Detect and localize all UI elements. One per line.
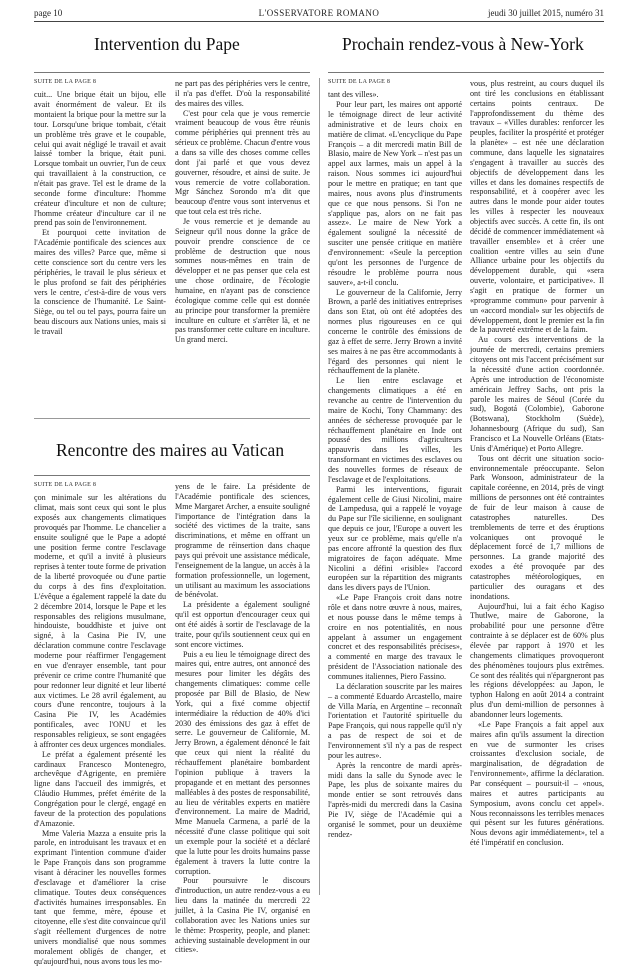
paragraph: Au cours des interventions de la journée de mercredi, certains premiers citoyens ont mis l'accent précisément sur la nécessité d'une action coordonnée. Après une introduction de l'économiste américain Jeffrey Sachs, ont pris la parole les maires de Séoul (Corée du sud), Bogotá (Colombie), Gaborone (Botswana), Stockholm (Suède), Johannesbourg (Afrique du sud), San Francisco et La Nouvelle Orléans (Etats-Unis d'Amérique) et Porto Allegre. — [470, 335, 604, 453]
paragraph: Parmi les interventions, figurait également celle de Giusi Nicolini, maire de Lampedusa, qui a rappelé le voyage du Pape sur l'île sicilienne, en soulignant que depuis ce jour, l'Europe a ouvert les yeux sur ce problème, mais qu'elle n'a pas encore affronté la question des flux migratoires de façon adéquate. Mme Nicolini a défini «risible» l'accord européen sur la répartition des migrants dans les divers pays de l'Union. — [328, 484, 462, 593]
paragraph: ne part pas des périphéries vers le centre, il n'a pas d'effet. D'où la responsabilité des maires des villes. — [175, 79, 310, 108]
paragraph: yens de le faire. La présidente de l'Académie pontificale des sciences, Mme Margaret Archer, a ensuite souligné l'importance de l'intégration dans la société des victimes de la traite, sans discriminations, et même en offrant un programme de réinsertion dans chaque pays qui prévoit une assistance médicale, l'enseignement de la langue, un accès à la formation professionnelle, un logement, un utilisant au maximum les associations de bénévolat. — [175, 482, 310, 600]
paragraph: çon minimale sur les altérations du climat, mais sont ceux qui sont le plus exposés aux changements climatiques provoqués par l'homme. Le chancelier a ensuite souligné que le Pape a adopté une position ferme contre l'esclavage moderne, et qu'il a invité à plusieurs reprises à tenter toute forme de privation de la liberté provoquée ou d'une partie du corps à des fins d'exploitation. L'évêque a également rappelé la date du 2 décembre 2014, lorsque le Pape et les responsables des religions musulmane, hindouiste, bouddhiste et juive ont signé, à la Casina Pie IV, une déclaration commune contre l'esclavage moderne pour réaffirmer l'engagement en vue d'enrayer ensemble, tant pour prévenir ce crime contre l'humanité que pour redonner leur dignité et leur liberté aux victimes. Le 28 avril également, au cours d'une rencontre, toujours à la Casina Pie IV, les Académies pontificales, avec l'ONU et les responsables religieux, se sont engagées à affronter ces deux urgences mondiales. — [34, 493, 166, 749]
intervention-column-2 — [175, 79, 310, 345]
prochain-continuation: SUITE DE LA PAGE 8 — [328, 79, 391, 85]
intervention-title-rule — [34, 72, 310, 73]
paragraph: Le lien entre esclavage et changements climatiques a été en revanche au centre de l'intervention du maire de Kochi, Tony Chammany: des années de sécheresse provoquée par le réchauffement planétaire en Inde ont poussé des millions d'agriculteurs appauvris dans les villes, les transformant en victimes des esclaves ou des nouvelles formes de réseaux de l'esclavage et de l'exploitations. — [328, 376, 462, 484]
prochain-title: Prochain rendez-vous à New-York — [342, 34, 584, 54]
intervention-continuation: SUITE DE LA PAGE 8 — [34, 79, 97, 85]
paragraph: «Le Pape François a fait appel aux maires afin qu'ils assument la direction en vue de surmonter les crises croissantes d'exclusion sociale, de marginalisation, de dégradation de l'environnement», affirme la déclaration. Par conséquent – poursuit-il – «nous, maires et autres participants au Symposium, avons conclu cet appel». Nous reconnaissons les terribles menaces qui pèsent sur les futures générations. Nous devons agir immédiatement», tel a été l'impératif en conclusion. — [470, 719, 604, 848]
intervention-title: Intervention du Pape — [94, 34, 240, 54]
paragraph: Tous ont décrit une situation socio-environnementale préoccupante. Selon Park Wonsoon, administrateur de la capitale coréenne, en 2014, près de vingt millions de personnes ont été contraintes de fuir de leur maison à cause de catastrophes naturelles. Des tremblements de terre et des éruptions volcaniques ont provoqué le déplacement forcé de 1,7 millions de personnes. La grande majorité des exodes a été provoquée par des catastrophes météorologiques, en particulier des ouragans et des inondations. — [470, 453, 604, 601]
rencontre-column-2 — [175, 482, 310, 955]
page-number: page 10 — [34, 8, 63, 18]
paragraph: Et pourquoi cette invitation de l'Académie pontificale des sciences aux maires des villes? Parce que, même si cette conscience sort du centre vers les périphéries, le travail le plus sérieux et le plus profond se fait des périphéries vers le centre, c'est-à-dire de vous vers la conscience de l'humanité. Le Saint-Siège, ou tel ou tel pays, pourra faire un beau discours aux Nations unies, mais si le travail — [34, 228, 166, 336]
paragraph: cuit... Une brique était un bijou, elle avait énormément de valeur. Et ils montaient la brique pour la mettre sur la tour. Lorsqu'une brique tombait, c'était un problème très grave et le coupable, celui qui avait négligé le travail et avait laissé tomber la brique, était puni. Lorsque tombait un ouvrier, l'un de ceux qui travaillaient à la construction, ce n'était pas grave. Tel est le drame de la seconde forme d'inculture: l'homme créateur d'inculture et non de culture; l'homme créateur d'inculture car il ne prend pas soin de l'environnement. — [34, 90, 166, 228]
rencontre-column-1 — [34, 482, 166, 966]
prochain-column-2 — [470, 79, 604, 894]
paragraph: C'est pour cela que je vous remercie vraiment beaucoup de vous être réunis comme périphéries qui prennent très au sérieux ce problème. Chacun d'entre vous a dans sa ville des choses comme celles dont j'ai parlé et que vous devez gouverner, résoudre, et ainsi de suite. Je vous remercie de votre collaboration. Mgr Sánchez Sorondo m'a dit que beaucoup d'entre vous sont intervenus et que tout cela est très riche. — [175, 108, 310, 217]
paragraph: Le préfat a également présenté les cardinaux Francesco Montenegro, archevêque d'Agrigente, en première ligne dans l'accueil des immigrés, et Cláudio Hummes, préfet émérite de la Congrégation pour le clergé, engagé en faveur de la protection des populations d'Amazonie. — [34, 749, 166, 828]
paragraph: vous, plus restreint, au cours duquel ils ont tiré les conclusions en établissant certains points centraux. De l'approfondissement du thème des travaux – «Villes durables: renforcer les peuples, faciliter la prospérité et protéger la planète» – est née une déclaration commune, dans laquelle les signataires s'engagent à travailler au succès des objectifs de développement dans les villes et dans les domaines respectifs de responsabilité, et à coopérer avec les autres dans le monde pour aider toutes les villes à respecter les nouveaux objectifs avec succès. A cette fin, ils ont décidé de commencer immédiatement «à travailler ensemble» et à créer une coalition «entre villes au sein d'une Alliance urbaine pour les objectifs du développement durable, qui «sera ouverte, volontaire, et participative». Il s'agit en pratique de former un «programme commun» pour parvenir à un «accord mondial» sur les objectifs de développement, dont le premier est la fin de la pauvreté extrême et de la faim. — [470, 79, 604, 335]
paragraph: Je vous remercie et je demande au Seigneur qu'il nous donne la grâce de pouvoir prendre conscience de ce problème de destruction que nous sommes nous-mêmes en train de développer et ne pas penser que cela est une chose ordinaire, de l'écologie humaine, en n'ayant pas de conscience écologique comme celle qui est donnée au principe pour transformer la première inculture en culture et s'arrêter là, et ne pas transformer cette culture en inculture. Un grand merci. — [175, 217, 310, 345]
paragraph: La déclaration souscrite par les maires – a commenté Eduardo Arcastello, maire de Villa María, en Argentine – reconnaît l'orientation et l'autorité spirituelle du Pape François, qui nous rappelle qu'il n'y a pas de respect de soi et de l'environnement s'il n'y a pas de respect pour les autres». — [328, 681, 462, 760]
paragraph: Pour poursuivre le discours d'introduction, un autre rendez-vous a eu lieu dans la matinée du mercredi 22 juillet, à la Casina Pie IV, organisé en collaboration avec les Nations unies sur le thème: Prosperity, people, and planet: achieving sustainable development in our cities». — [175, 876, 310, 955]
header-rule — [34, 21, 604, 22]
rencontre-title-rule — [34, 475, 310, 476]
prochain-title-rule — [328, 72, 604, 73]
paragraph: Aujourd'hui, lui a fait écho Kagiso Thutlwe, maire de Gaborone, la probabilité pour une personne d'être contrainte à se déplacer est de 60% plus élevée par rapport à 1970 et les changements climatiques provoqueront des phénomènes toujours plus extrêmes. Ce sont des réalités qui n'épargneront pas les régions développées: au Japon, le typhon Halong en août 2014 a contraint plus d'un demi-million de personnes à abandonner leurs logements. — [470, 601, 604, 719]
paragraph: tant des villes». — [328, 90, 379, 100]
paragraph: Après la rencontre de mardi après-midi dans la salle du Synode avec le Pape, les plus de soixante maires du monde entier se sont retrouvés dans l'après-midi du mercredi dans la Casina Pie IV, siège de l'Académie qui a organisé le sommet, pour un deuxième rendez- — [328, 760, 462, 839]
column-divider — [319, 78, 320, 895]
newspaper-name: L'OSSERVATORE ROMANO — [258, 8, 380, 18]
paragraph: Puis a eu lieu le témoignage direct des maires qui, entre autres, ont annoncé des mesures pour limiter les dégâts des changements climatiques: comme celle proposée par Bill de Blasio, de New York, qui a fixé comme objectif intermédiaire la réduction de 40% d'ici 2030 des émissions des gaz à effet de serre. Le gouverneur de Californie, M. Jerry Brown, a également dénoncé le fait que ceux qui nient la réalité du réchauffement planétaire bombardent l'opinion publique à travers la propagande et en mettant des personnes malléables à des postes de responsabilité, au lieu de véritables experts en matière d'environnement. La maire de Madrid, Mme Manuela Carmena, a parlé de la nécessité d'une classe politique qui soit un exemple pour la société et a déclaré que la lutte pour les droits humains passe également à travers la lutte contre la corruption. — [175, 649, 310, 876]
issue-date: jeudi 30 juillet 2015, numéro 31 — [488, 8, 604, 18]
prochain-column-1 — [328, 79, 462, 894]
paragraph: Le gouverneur de la Californie, Jerry Brown, a parlé des initiatives entreprises dans son Etat, où ont été adoptées des normes plus rigoureuses en ce qui concerne le contrôle des émissions de gaz à effet de serre. Jerry Brown a invité ses maires à ne pas être accommodants à l'égard des personnes qui nient le réchauffement de la planète. — [328, 287, 462, 376]
article-separator — [34, 418, 310, 419]
paragraph: La présidente a également souligné qu'il est opportun d'encourager ceux qui ont été aidés à sortir de l'esclavage de la traite, pour qu'ils soutiennent ceux qui en sont encore victimes. — [175, 600, 310, 649]
page-header — [34, 8, 604, 22]
rencontre-title: Rencontre des maires au Vatican — [56, 440, 285, 460]
intervention-column-1 — [34, 79, 166, 336]
rencontre-continuation: SUITE DE LA PAGE 8 — [34, 482, 97, 488]
paragraph: Mme Valeria Mazza a ensuite pris la parole, en introduisant les travaux et en exprimant l'intention commune d'aider le Pape François dans son programme visant à déraciner les nouvelles formes d'esclavage et d'améliorer la crise climatique. Toutes deux conséquences d'activités humaines irresponsables. En tant que femme, mère, épouse et citoyenne, elle s'est dite convaincue qu'il s'agit réellement d'urgences de notre univers mondialisé que nous sommes moralement obligés de changer, et qu'aujourd'hui, nous avons tous les mo- — [34, 828, 166, 966]
paragraph: Pour leur part, les maires ont apporté le témoignage direct de leur activité administrative et de leurs choix en matière de climat. «L'encyclique du Pape François – a dit mercredi matin Bill de Blasio, maire de New York – n'est pas un appel aux larmes, mais un appel à la raison. Nous sommes ici aujourd'hui pour le mettre en pratique; en tant que maires, nous avons plus d'instruments que ce que nous pensons. Si l'on ne s'applique pas, alors on ne fait pas assez». Le maire de New York a également souligné la nécessité de susciter une pensée critique en matière d'environnement: «Seule la perception qu'ont les personnes de l'urgence de résoudre le problème pourra nous sauver», a-t-il conclu. — [328, 100, 462, 287]
paragraph: «Le Pape François croit dans notre rôle et dans notre œuvre à nous, maires, et nous pousse dans le même temps à croire en nos potentialités, en nous appelant à assumer un engagement concret et des responsabilités précises», a commenté en marge des travaux le président de l'Association nationale des communes italiennes, Piero Fassino. — [328, 593, 462, 682]
